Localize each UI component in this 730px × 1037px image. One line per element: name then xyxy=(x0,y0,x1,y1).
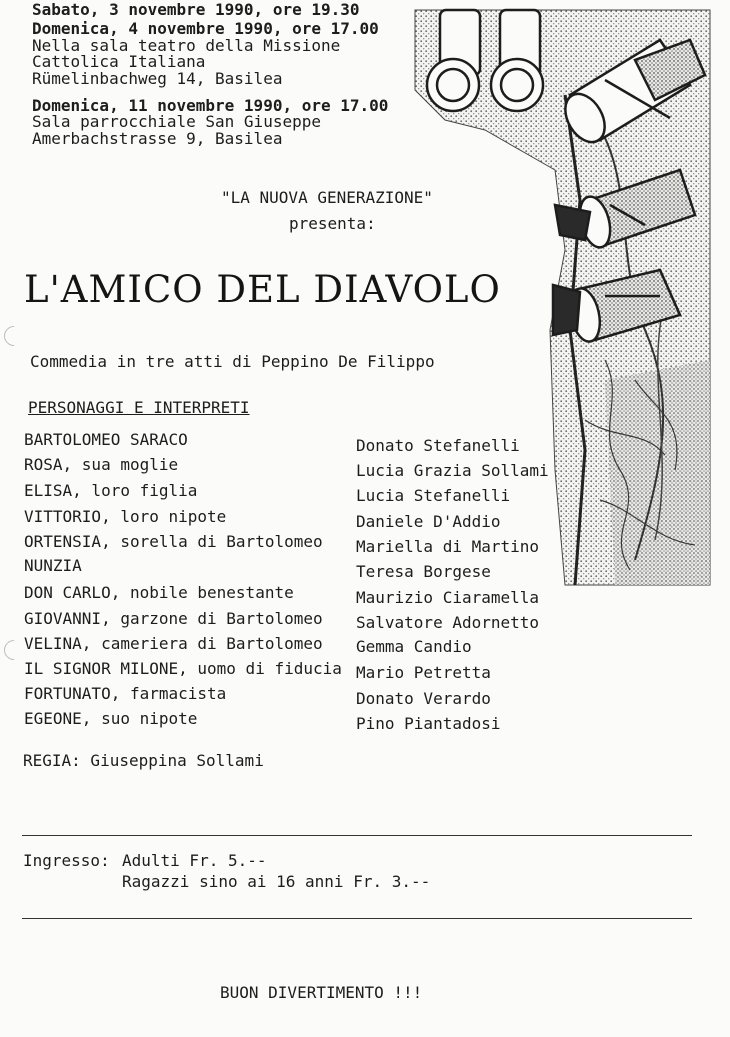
cast-role: VELINA, cameriera di Bartolomeo xyxy=(24,634,323,653)
venue-line-3: Sala parrocchiale San Giuseppe xyxy=(32,112,321,131)
ticket-label: Ingresso: xyxy=(23,851,110,870)
cast-role: BARTOLOMEO SARACO xyxy=(24,430,188,449)
cast-actor: Daniele D'Addio xyxy=(356,512,501,531)
ticket-price-adults: Adulti Fr. 5.-- xyxy=(122,851,267,870)
punch-hole-top xyxy=(0,322,28,350)
venue-address-1: Rümelinbachweg 14, Basilea xyxy=(32,69,283,88)
cast-role: DON CARLO, nobile benestante xyxy=(24,583,294,602)
cast-role: ORTENSIA, sorella di Bartolomeo xyxy=(24,532,323,551)
company-name: "LA NUOVA GENERAZIONE" xyxy=(221,188,433,207)
cast-actor: Lucia Stefanelli xyxy=(356,486,511,505)
cast-role: IL SIGNOR MILONE, uomo di fiducia xyxy=(24,659,342,678)
cast-role: EGEONE, suo nipote xyxy=(24,709,198,728)
date-line-2: Domenica, 4 novembre 1990, ore 17.00 xyxy=(32,19,379,38)
cast-actor: Mariella di Martino xyxy=(356,537,540,556)
cast-role: NUNZIA xyxy=(24,556,82,575)
cast-actor: Pino Piantadosi xyxy=(356,714,501,733)
closing-message: BUON DIVERTIMENTO !!! xyxy=(220,983,423,1002)
play-subtitle: Commedia in tre atti di Peppino De Filippo xyxy=(30,352,435,371)
play-title: L'AMICO DEL DIAVOLO xyxy=(24,268,501,311)
cast-heading: PERSONAGGI E INTERPRETI xyxy=(28,398,250,417)
cast-role: VITTORIO, loro nipote xyxy=(24,507,227,526)
divider-top xyxy=(22,835,692,836)
cast-role: ELISA, loro figlia xyxy=(24,481,198,500)
cast-actor: Lucia Grazia Sollami xyxy=(356,461,549,480)
presents-text: presenta: xyxy=(289,214,376,233)
date-line-1: Sabato, 3 novembre 1990, ore 19.30 xyxy=(32,0,360,19)
cast-role: ROSA, sua moglie xyxy=(24,455,179,474)
cast-actor: Salvatore Adornetto xyxy=(356,613,540,632)
cast-actor: Donato Verardo xyxy=(356,689,491,708)
cast-role: GIOVANNI, garzone di Bartolomeo xyxy=(24,609,323,628)
venue-line-2: Cattolica Italiana xyxy=(32,52,206,71)
venue-address-2: Amerbachstrasse 9, Basilea xyxy=(32,129,283,148)
cast-actor: Maurizio Ciaramella xyxy=(356,588,540,607)
cast-actor: Gemma Candio xyxy=(356,637,472,656)
date-line-3: Domenica, 11 novembre 1990, ore 17.00 xyxy=(32,96,389,115)
cast-actor: Teresa Borgese xyxy=(356,562,491,581)
cast-actor: Donato Stefanelli xyxy=(356,436,520,455)
ticket-price-children: Ragazzi sino ai 16 anni Fr. 3.-- xyxy=(122,872,431,891)
divider-bottom xyxy=(22,918,692,919)
venue-line-1: Nella sala teatro della Missione xyxy=(32,36,341,55)
cast-role: FORTUNATO, farmacista xyxy=(24,684,227,703)
cast-actor: Mario Petretta xyxy=(356,663,491,682)
director-credit: REGIA: Giuseppina Sollami xyxy=(23,751,264,770)
